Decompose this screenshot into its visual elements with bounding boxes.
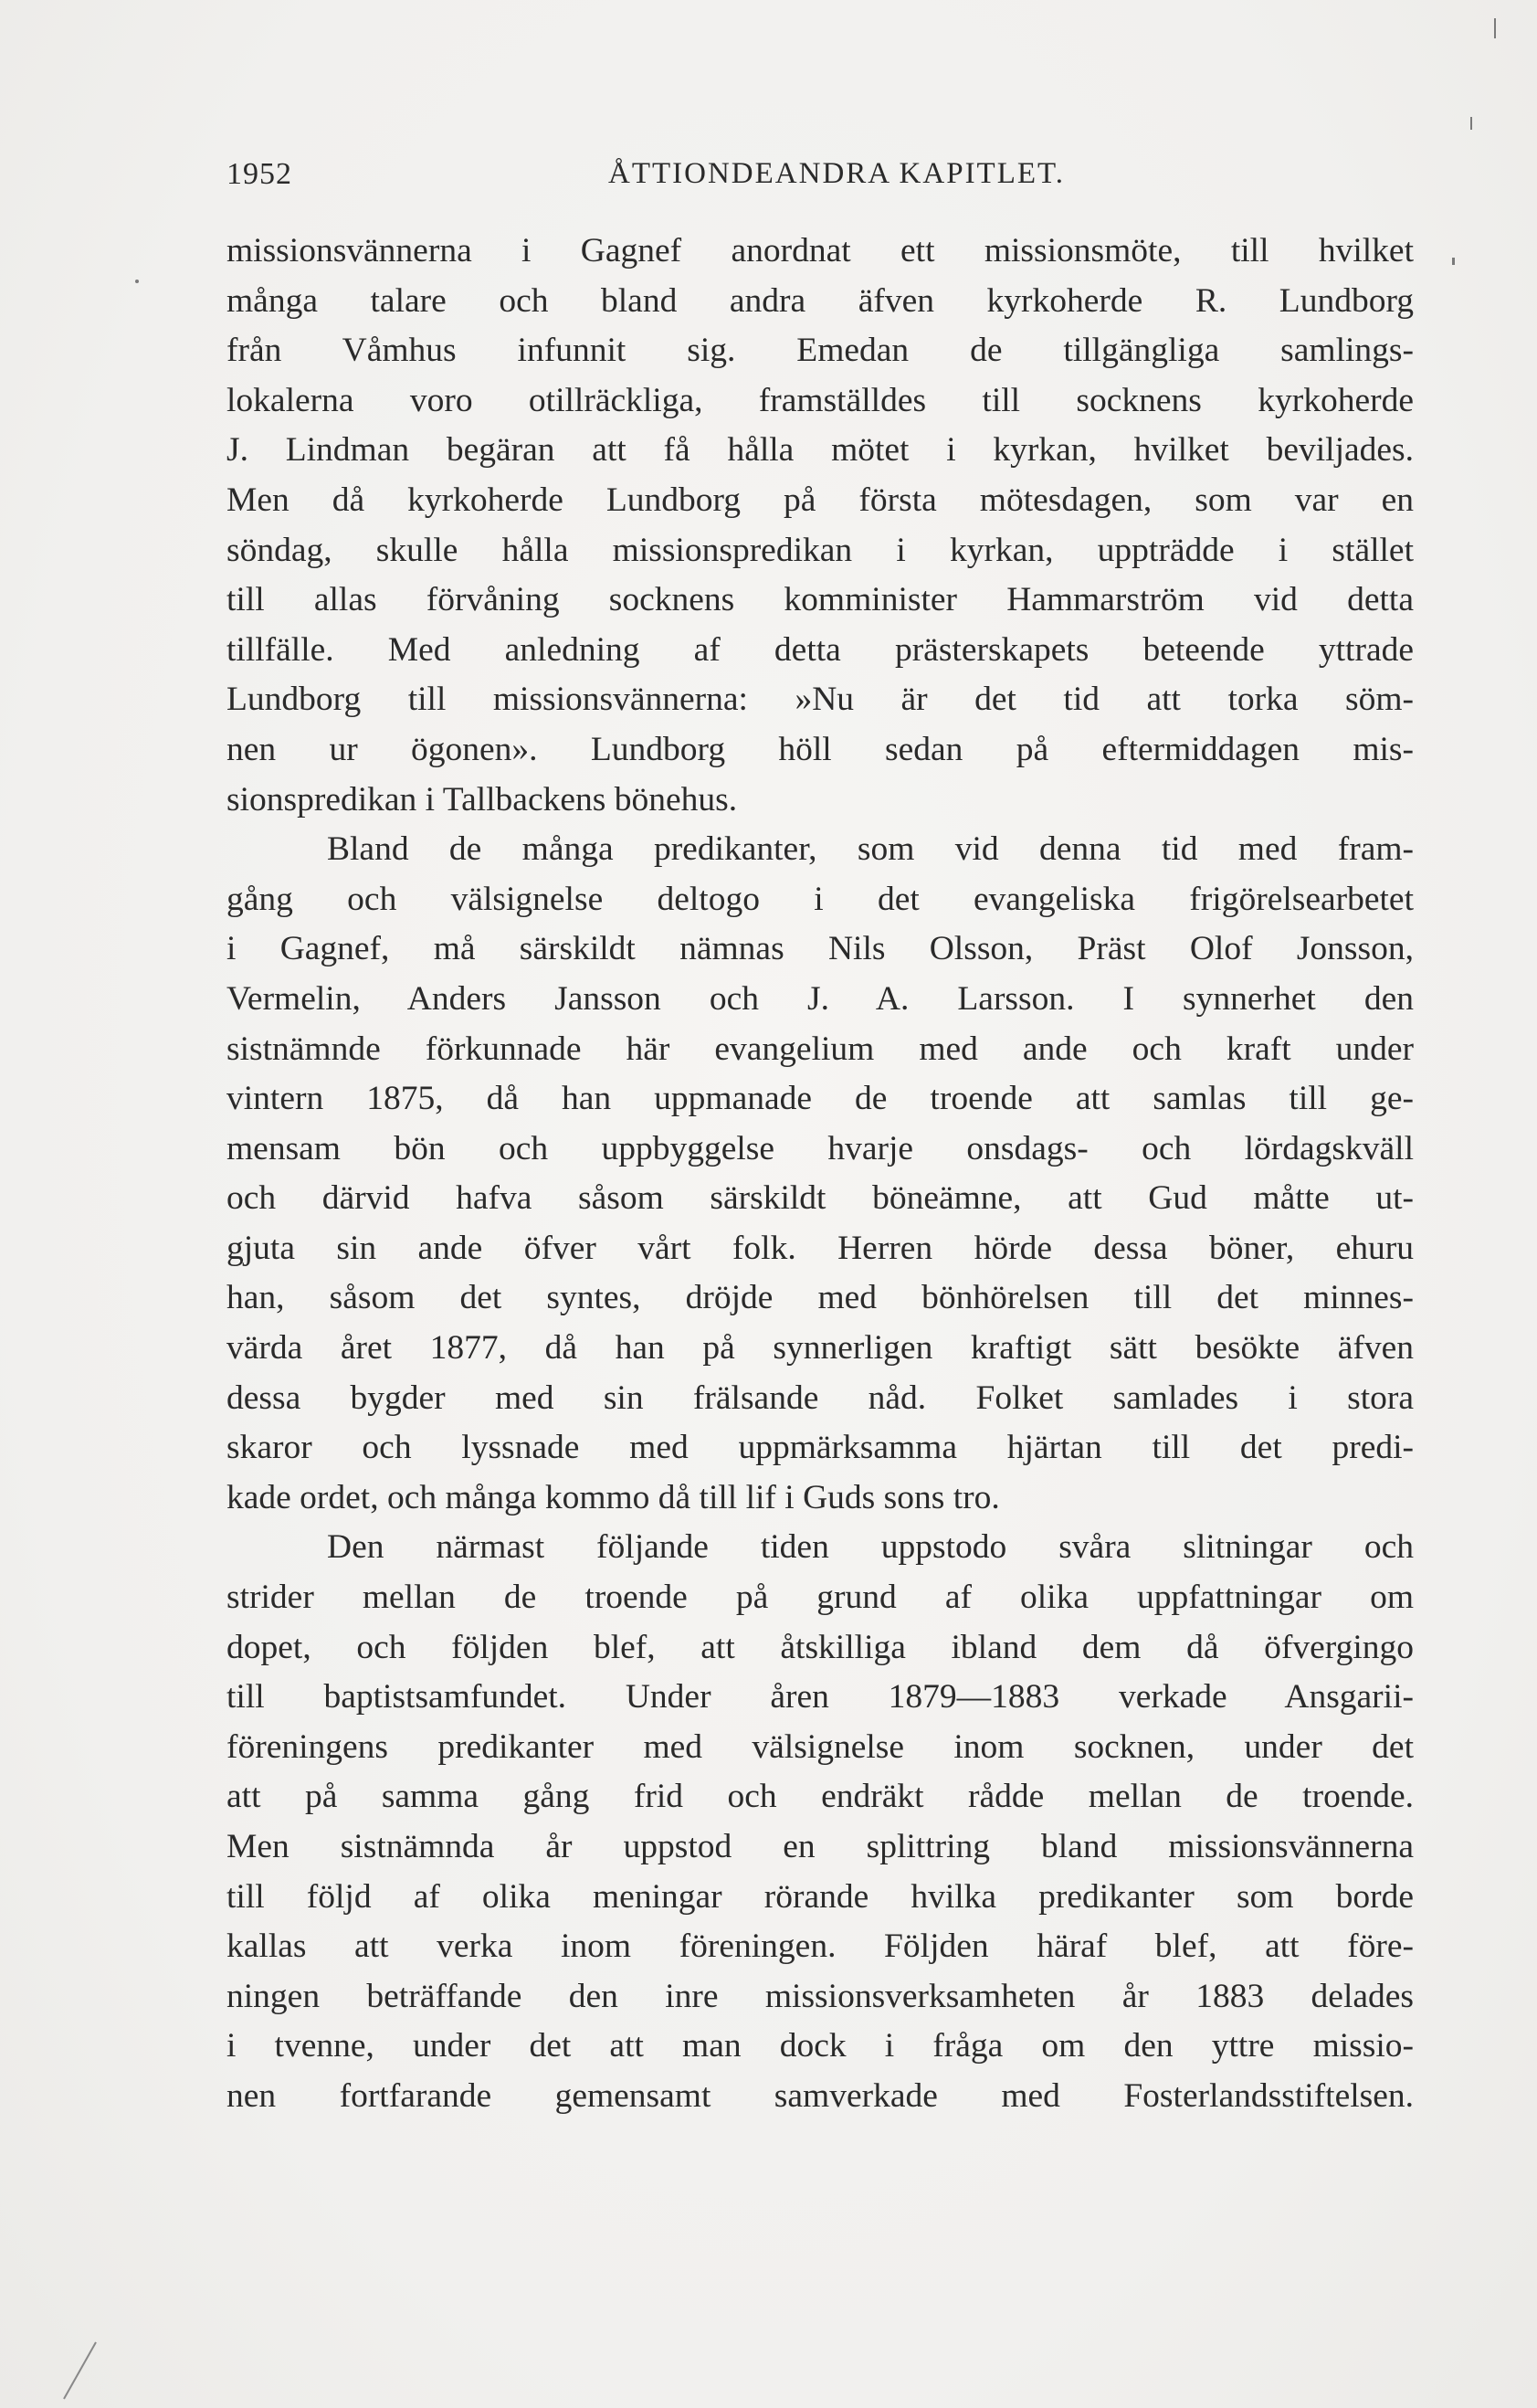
text-line: dopet, och följden blef, att åtskilliga ibland dem då öfvergingo <box>226 1628 1414 1666</box>
text-line: Men då kyrkoherde Lundborg på första mötesdagen, som var en <box>226 481 1414 519</box>
text-line: dessa bygder med sin frälsande nåd. Folket samlades i stora <box>226 1378 1414 1417</box>
text-line: till baptistsamfundet. Under åren 1879—1883 verkade Ansgarii- <box>226 1678 1414 1716</box>
scan-line-mark <box>55 2339 100 2403</box>
text-line: att på samma gång frid och endräkt rådde mellan de troende. <box>226 1778 1414 1816</box>
text-line: lokalerna voro otillräckliga, framställdes till socknens kyrkoherde <box>226 381 1414 419</box>
text-line: vintern 1875, då han uppmanade de troende att samlas till ge- <box>226 1080 1414 1118</box>
scan-speck <box>135 280 139 283</box>
text-line: nen ur ögonen». Lundborg höll sedan på eftermiddagen mis- <box>226 730 1414 768</box>
text-line: föreningens predikanter med välsignelse inom socknen, under det <box>226 1727 1414 1766</box>
text-line: många talare och bland andra äfven kyrkoherde R. Lundborg <box>226 281 1414 320</box>
text-line: från Våmhus infunnit sig. Emedan de tillgängliga samlings- <box>226 332 1414 370</box>
text-line: nen fortfarande gemensamt samverkade med Fosterlandsstiftelsen. <box>226 2076 1414 2115</box>
text-line: skaror och lyssnade med uppmärksamma hjärtan till det predi- <box>226 1429 1414 1467</box>
text-line: till följd af olika meningar rörande hvilka predikanter som borde <box>226 1877 1414 1916</box>
scan-speck <box>1470 117 1472 130</box>
scan-speck <box>1494 18 1496 38</box>
page-number: 1952 <box>226 157 292 191</box>
text-line: tillfälle. Med anledning af detta prästerskapets beteende yttrade <box>226 630 1414 669</box>
text-line: till allas förvåning socknens komminister Hammarström vid detta <box>226 581 1414 619</box>
text-line: söndag, skulle hålla missionspredikan i kyrkan, uppträdde i stället <box>226 531 1414 569</box>
body-text <box>226 227 1414 2122</box>
text-line: gjuta sin ande öfver vårt folk. Herren hörde dessa böner, ehuru <box>226 1229 1414 1267</box>
text-line: sionspredikan i Tallbackens bönehus. <box>226 780 738 819</box>
text-line: kade ordet, och många kommo då till lif i Guds sons tro. <box>226 1478 1000 1516</box>
text-line: missionsvännerna i Gagnef anordnat ett missionsmöte, till hvilket <box>226 232 1414 269</box>
page-header <box>226 157 1414 203</box>
text-line: och därvid hafva såsom särskildt böneämne, att Gud måtte ut- <box>226 1179 1414 1218</box>
scan-speck <box>1452 258 1455 265</box>
text-line: värda året 1877, då han på synnerligen kraftigt sätt besökte äfven <box>226 1329 1414 1368</box>
running-head: ÅTTIONDEANDRA KAPITLET. <box>608 157 1065 190</box>
text-line: ningen beträffande den inre missionsverksamheten år 1883 delades <box>226 1977 1414 2015</box>
text-line: Bland de många predikanter, som vid denna tid med fram- <box>327 830 1414 869</box>
text-line: i Gagnef, må särskildt nämnas Nils Olsson, Präst Olof Jonsson, <box>226 930 1414 968</box>
text-line: J. Lindman begäran att få hålla mötet i kyrkan, hvilket beviljades. <box>226 431 1414 470</box>
text-line: Vermelin, Anders Jansson och J. A. Larsson. I synnerhet den <box>226 979 1414 1018</box>
text-line: strider mellan de troende på grund af olika uppfattningar om <box>226 1579 1414 1617</box>
text-line: han, såsom det syntes, dröjde med bönhörelsen till det minnes- <box>226 1279 1414 1317</box>
text-line: Den närmast följande tiden uppstodo svåra slitningar och <box>327 1528 1414 1567</box>
text-line: Men sistnämnda år uppstod en splittring bland missionsvännerna <box>226 1828 1414 1865</box>
text-line: kallas att verka inom föreningen. Följden häraf blef, att före- <box>226 1927 1414 1966</box>
text-line: Lundborg till missionsvännerna: »Nu är det tid att torka söm- <box>226 681 1414 719</box>
text-line: sistnämnde förkunnade här evangelium med ande och kraft under <box>226 1030 1414 1068</box>
text-line: gång och välsignelse deltogo i det evangeliska frigörelsearbetet <box>226 880 1414 918</box>
text-line: mensam bön och uppbyggelse hvarje onsdags- och lördagskväll <box>226 1129 1414 1167</box>
text-line: i tvenne, under det att man dock i fråga om den yttre missio- <box>226 2027 1414 2065</box>
